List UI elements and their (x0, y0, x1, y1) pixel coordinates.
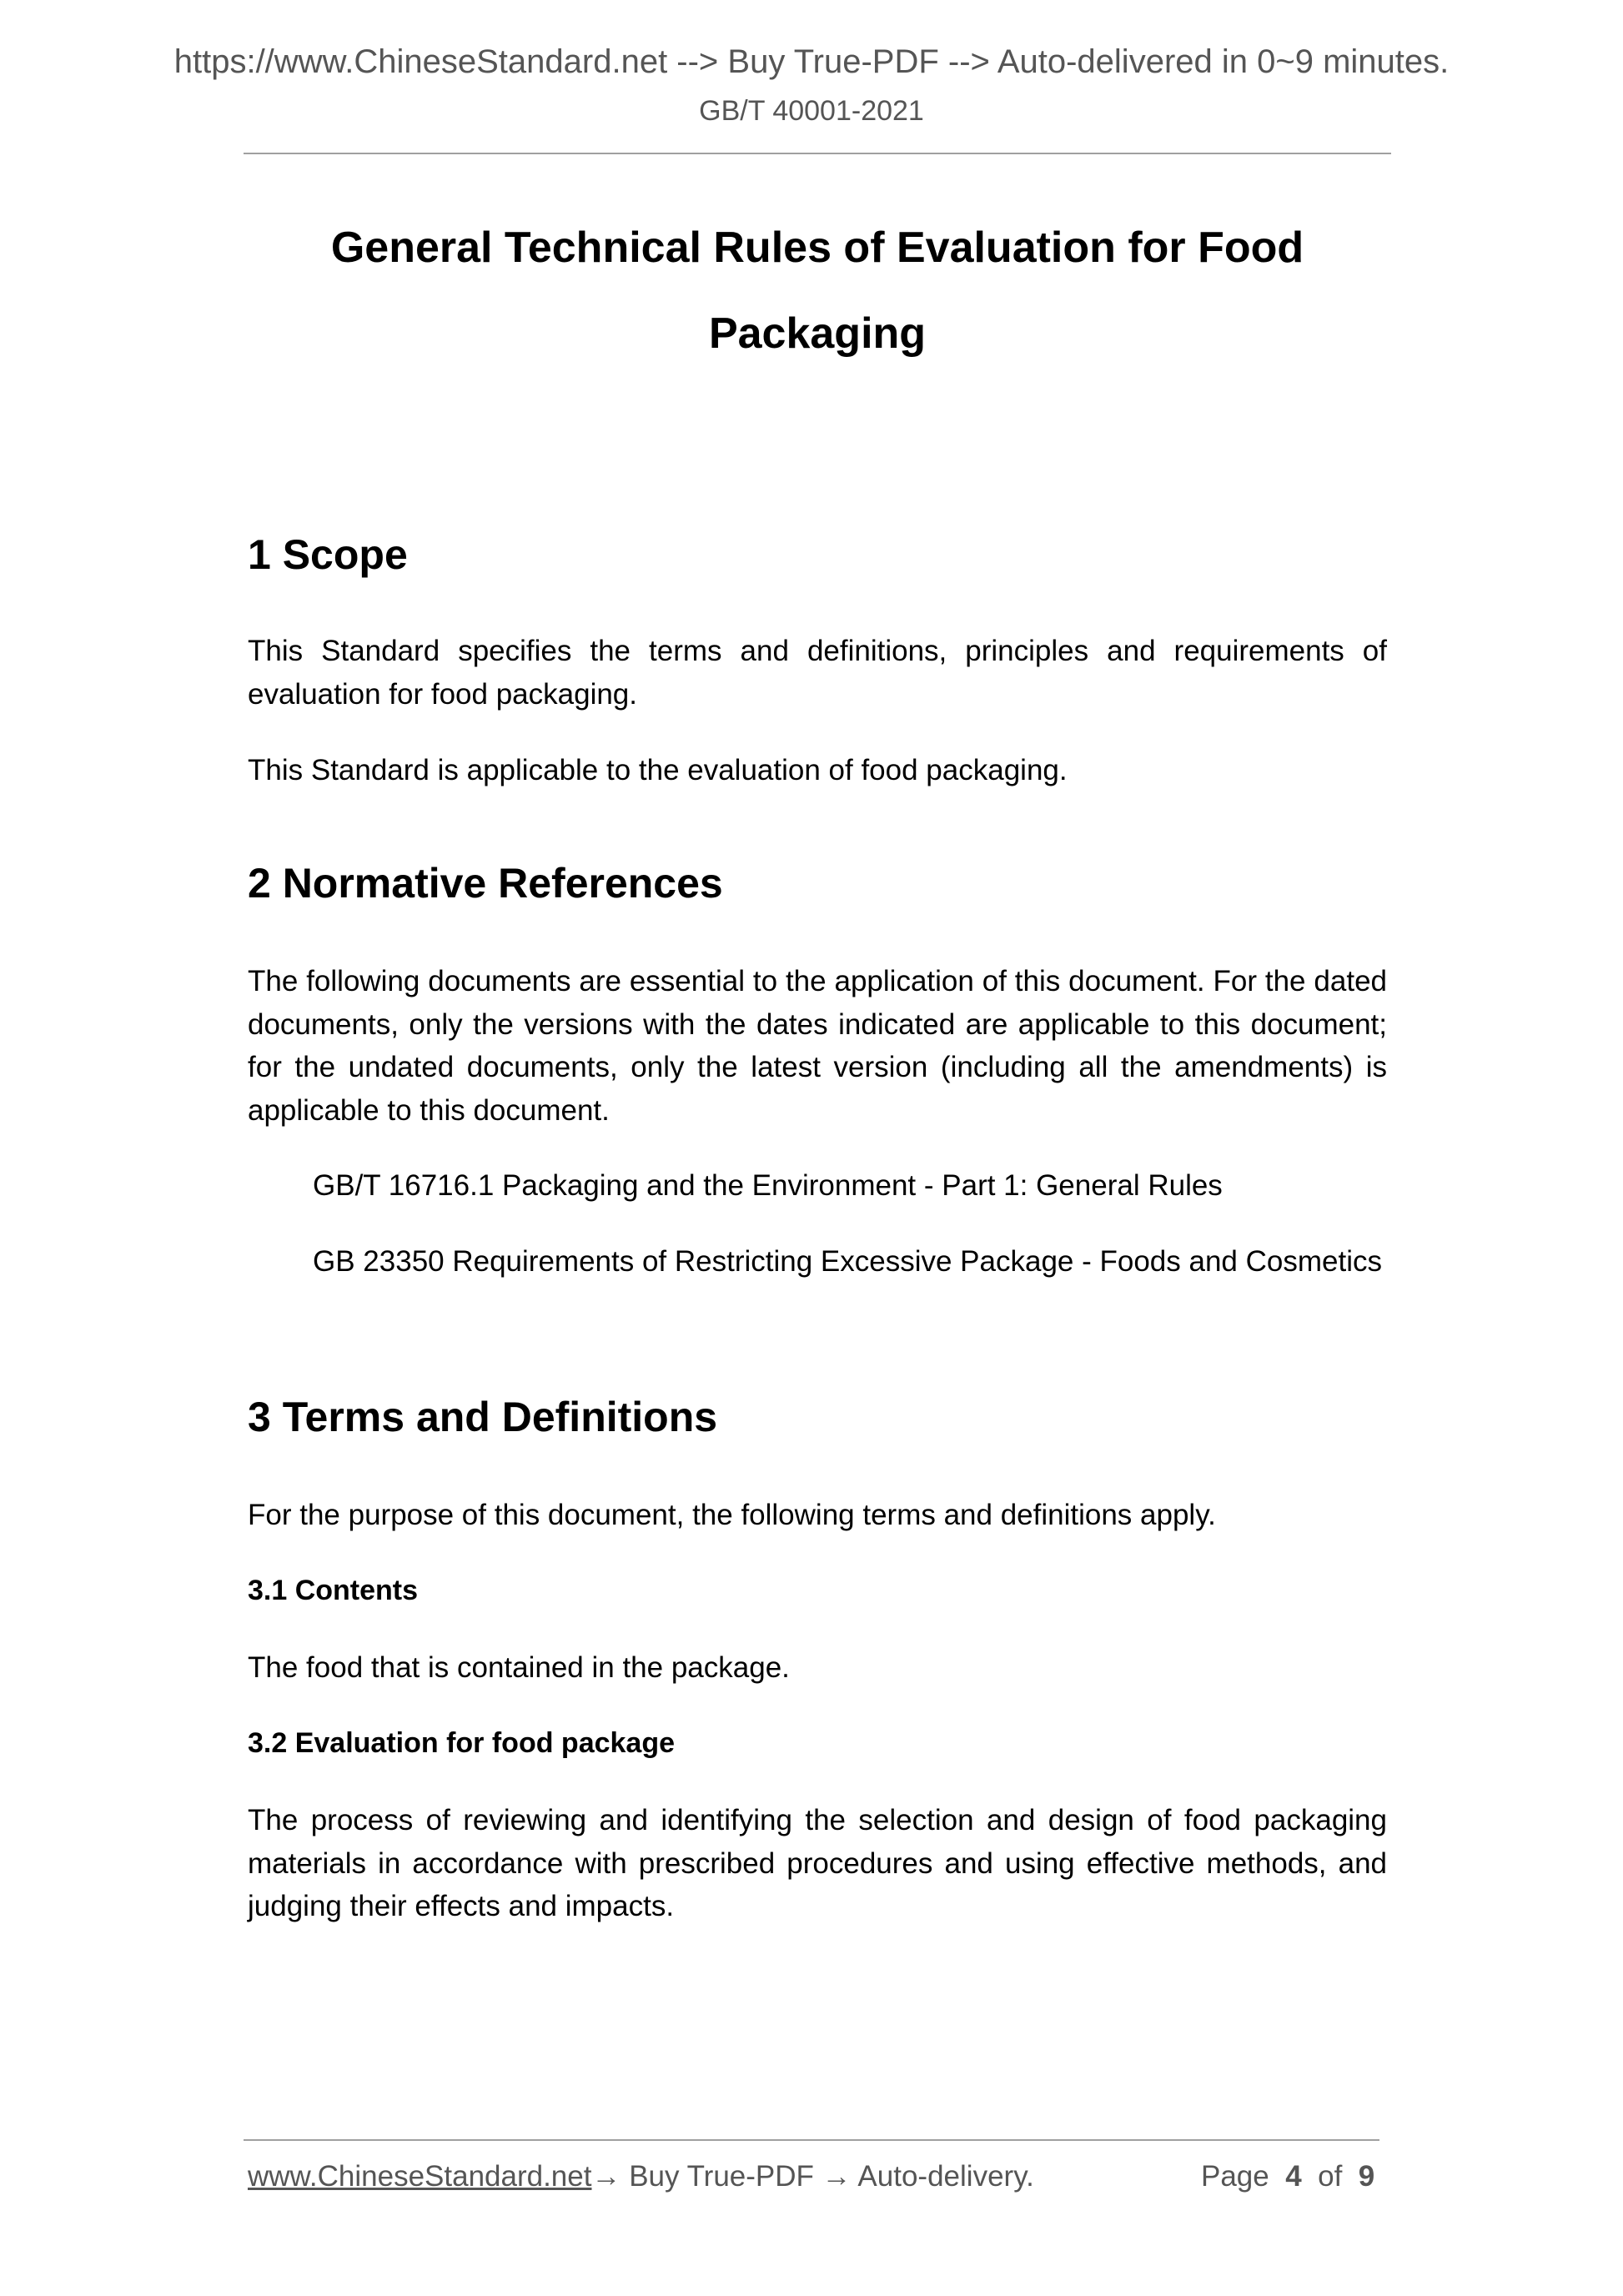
normative-paragraph: The following documents are essential to the application of this document. For the dated documents, only the versions with the dates indicated are applicable to this document; for the undated documents, only the latest version (including all the amendments) is applicable to this document. (248, 965, 1387, 1127)
footer-text: Buy True-PDF (621, 2160, 822, 2193)
header-divider (244, 153, 1391, 154)
reference-item: GB 23350 Requirements of Restricting Excessive Package - Foods and Cosmetics (313, 1245, 1382, 1278)
footer-promo (248, 2160, 1034, 2193)
page-label: Page (1201, 2160, 1269, 2193)
term-definition: The food that is contained in the package. (248, 1651, 790, 1684)
scope-paragraph-1: This Standard specifies the terms and definitions, principles and requirements of evaluation for food packaging. (248, 635, 1387, 711)
header-banner: https://www.ChineseStandard.net --> Buy True-PDF --> Auto-delivered in 0~9 minutes. (173, 43, 1450, 80)
term-definition: The process of reviewing and identifying the selection and design of food packaging materials in accordance with prescribed procedures and using effective methods, and judging their effects and impacts. (248, 1804, 1387, 1922)
terms-intro: For the purpose of this document, the following terms and definitions apply. (248, 1499, 1216, 1531)
scope-paragraph-2: This Standard is applicable to the evaluation of food packaging. (248, 754, 1068, 786)
section-heading-normative: 2 Normative References (248, 860, 723, 907)
page-indicator (1201, 2160, 1374, 2193)
page-current: 4 (1285, 2160, 1302, 2193)
arrow-right-icon: → (591, 2160, 621, 2193)
arrow-right-icon: → (822, 2160, 852, 2193)
term-heading: 3.1 Contents (248, 1575, 419, 1606)
footer-site-link[interactable]: www.ChineseStandard.net (248, 2160, 592, 2193)
of-label: of (1318, 2160, 1343, 2193)
footer-text: Auto-delivery. (851, 2160, 1034, 2193)
reference-item: GB/T 16716.1 Packaging and the Environment - Part 1: General Rules (313, 1169, 1223, 1202)
standard-code: GB/T 40001-2021 (699, 95, 924, 127)
section-heading-terms: 3 Terms and Definitions (248, 1394, 718, 1440)
page-total: 9 (1358, 2160, 1375, 2193)
term-heading: 3.2 Evaluation for food package (248, 1727, 676, 1759)
section-heading-scope: 1 Scope (248, 531, 408, 578)
footer-divider (244, 2139, 1379, 2141)
document-title: General Technical Rules of Evaluation for Food Packaging (330, 224, 1304, 358)
